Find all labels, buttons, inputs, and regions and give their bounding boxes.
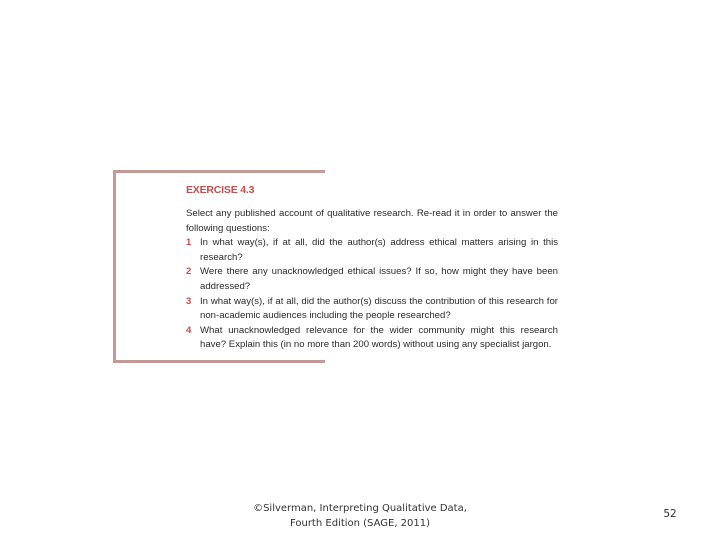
footer-credit-line: ©Silverman, Interpreting Qualitative Data,	[253, 503, 467, 514]
exercise-intro: Select any published account of qualitative research. Re-read it in order to answer the following questions:	[186, 208, 558, 234]
exercise-title: EXERCISE 4.3	[186, 184, 255, 196]
question-number: 4	[186, 324, 192, 336]
question-item	[186, 236, 558, 265]
question-text: In what way(s), if at all, did the author(s) address ethical matters arising in this research?	[200, 237, 558, 263]
page-number: 52	[663, 508, 677, 520]
question-text: In what way(s), if at all, did the author(s) discuss the contribution of this research for non-academic audiences including the people researched?	[200, 295, 558, 322]
footer-credit	[200, 502, 520, 531]
question-item	[186, 295, 558, 324]
question-text: What unacknowledged relevance for the wider community might this research have? Explain this (in no more than 200 words) without using any specialist jargon.	[200, 324, 558, 351]
footer-credit-line: Fourth Edition (SAGE, 2011)	[289, 517, 431, 529]
question-item	[186, 265, 558, 294]
question-item	[186, 324, 558, 353]
question-text: Were there any unacknowledged ethical issues? If so, how might they have been addressed?	[200, 266, 558, 292]
question-number: 3	[186, 295, 192, 307]
question-number: 1	[186, 237, 192, 249]
question-number: 2	[186, 266, 192, 278]
exercise-body	[186, 207, 558, 353]
